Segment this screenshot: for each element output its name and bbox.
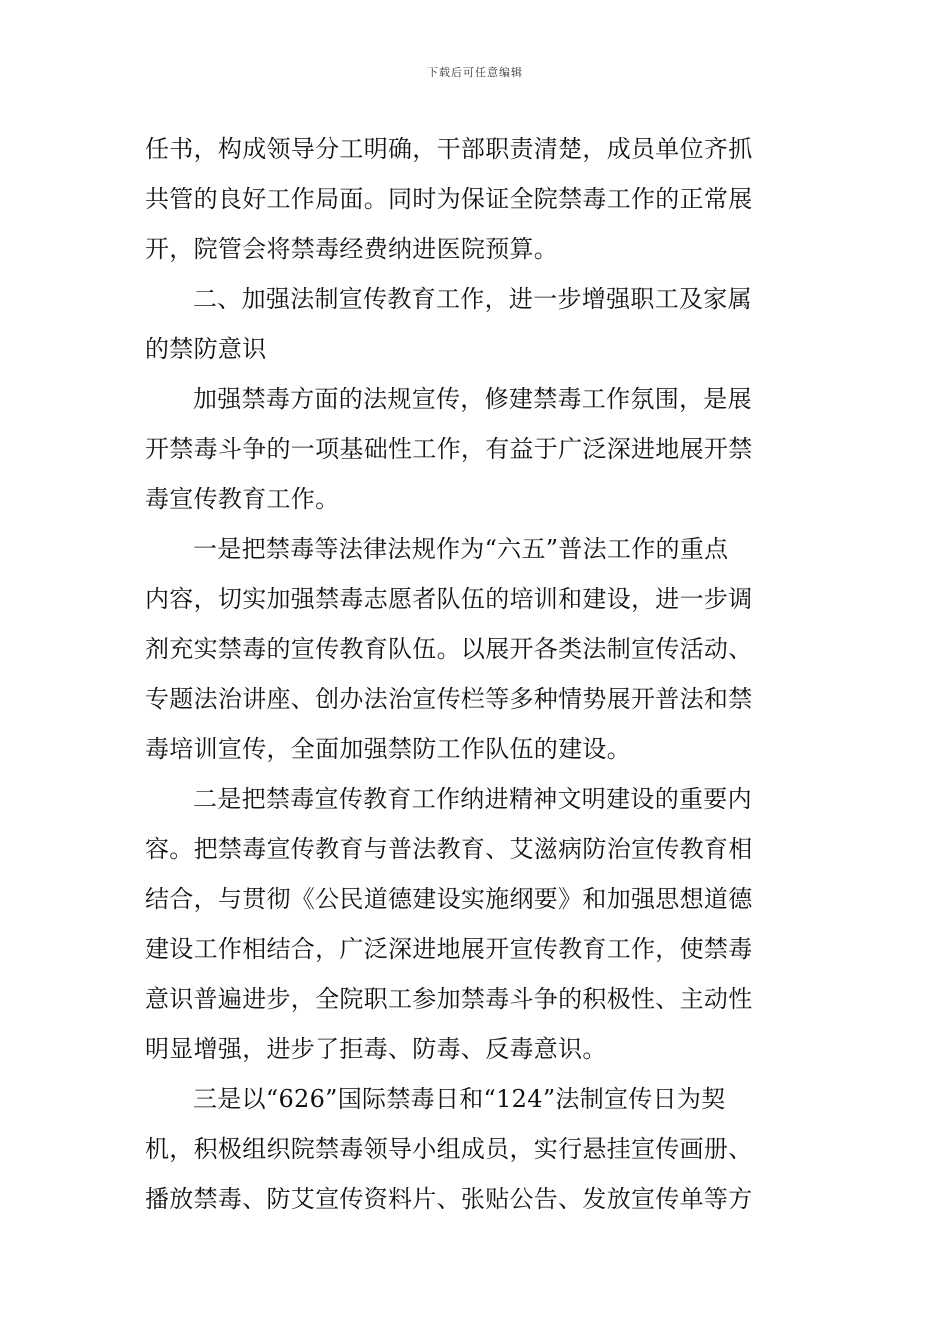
text-line: 加强禁毒方面的法规宣传，修建禁毒工作氛围，是展 [193,385,752,413]
document-body [145,124,805,1224]
text-line: 二是把禁毒宣传教育工作纳进精神文明建设的重要内 [193,785,752,813]
page-header: 下载后可任意编辑 [427,66,523,79]
text-line: 内容，切实加强禁毒志愿者队伍的培训和建设，进一步调 [145,585,753,613]
text-line: 毒培训宣传，全面加强禁防工作队伍的建设。 [145,735,631,763]
text-line: 三是以“626”国际禁毒日和“124”法制宣传日为契 [193,1085,726,1113]
text-line: 专题法治讲座、创办法治宣传栏等多种情势展开普法和禁 [145,685,753,713]
text-line: 容。把禁毒宣传教育与普法教育、艾滋病防治宣传教育相 [145,835,753,863]
text-line: 剂充实禁毒的宣传教育队伍。以展开各类法制宣传活动、 [145,635,753,663]
text-line: 共管的良好工作局面。同时为保证全院禁毒工作的正常展 [145,185,753,213]
text-line: 结合，与贯彻《公民道德建设实施纲要》和加强思想道德 [145,885,753,913]
text-line: 一是把禁毒等法律法规作为“六五”普法工作的重点 [193,535,729,563]
text-line: 建设工作相结合，广泛深进地展开宣传教育工作，使禁毒 [145,935,753,963]
text-line: 机，积极组织院禁毒领导小组成员，实行悬挂宣传画册、 [145,1135,753,1163]
section-heading-continued: 的禁防意识 [145,335,267,363]
text-line: 明显增强，进步了拒毒、防毒、反毒意识。 [145,1035,607,1063]
text-line: 任书，构成领导分工明确，干部职责清楚，成员单位齐抓 [145,135,753,163]
text-line: 毒宣传教育工作。 [145,485,340,513]
text-line: 开，院管会将禁毒经费纳进医院预算。 [145,235,559,263]
text-line: 开禁毒斗争的一项基础性工作，有益于广泛深进地展开禁 [145,435,753,463]
section-heading: 二、加强法制宣传教育工作，进一步增强职工及家属 [193,285,752,313]
text-line: 播放禁毒、防艾宣传资料片、张贴公告、发放宣传单等方 [145,1185,753,1213]
text-line: 意识普遍进步，全院职工参加禁毒斗争的积极性、主动性 [145,985,753,1013]
